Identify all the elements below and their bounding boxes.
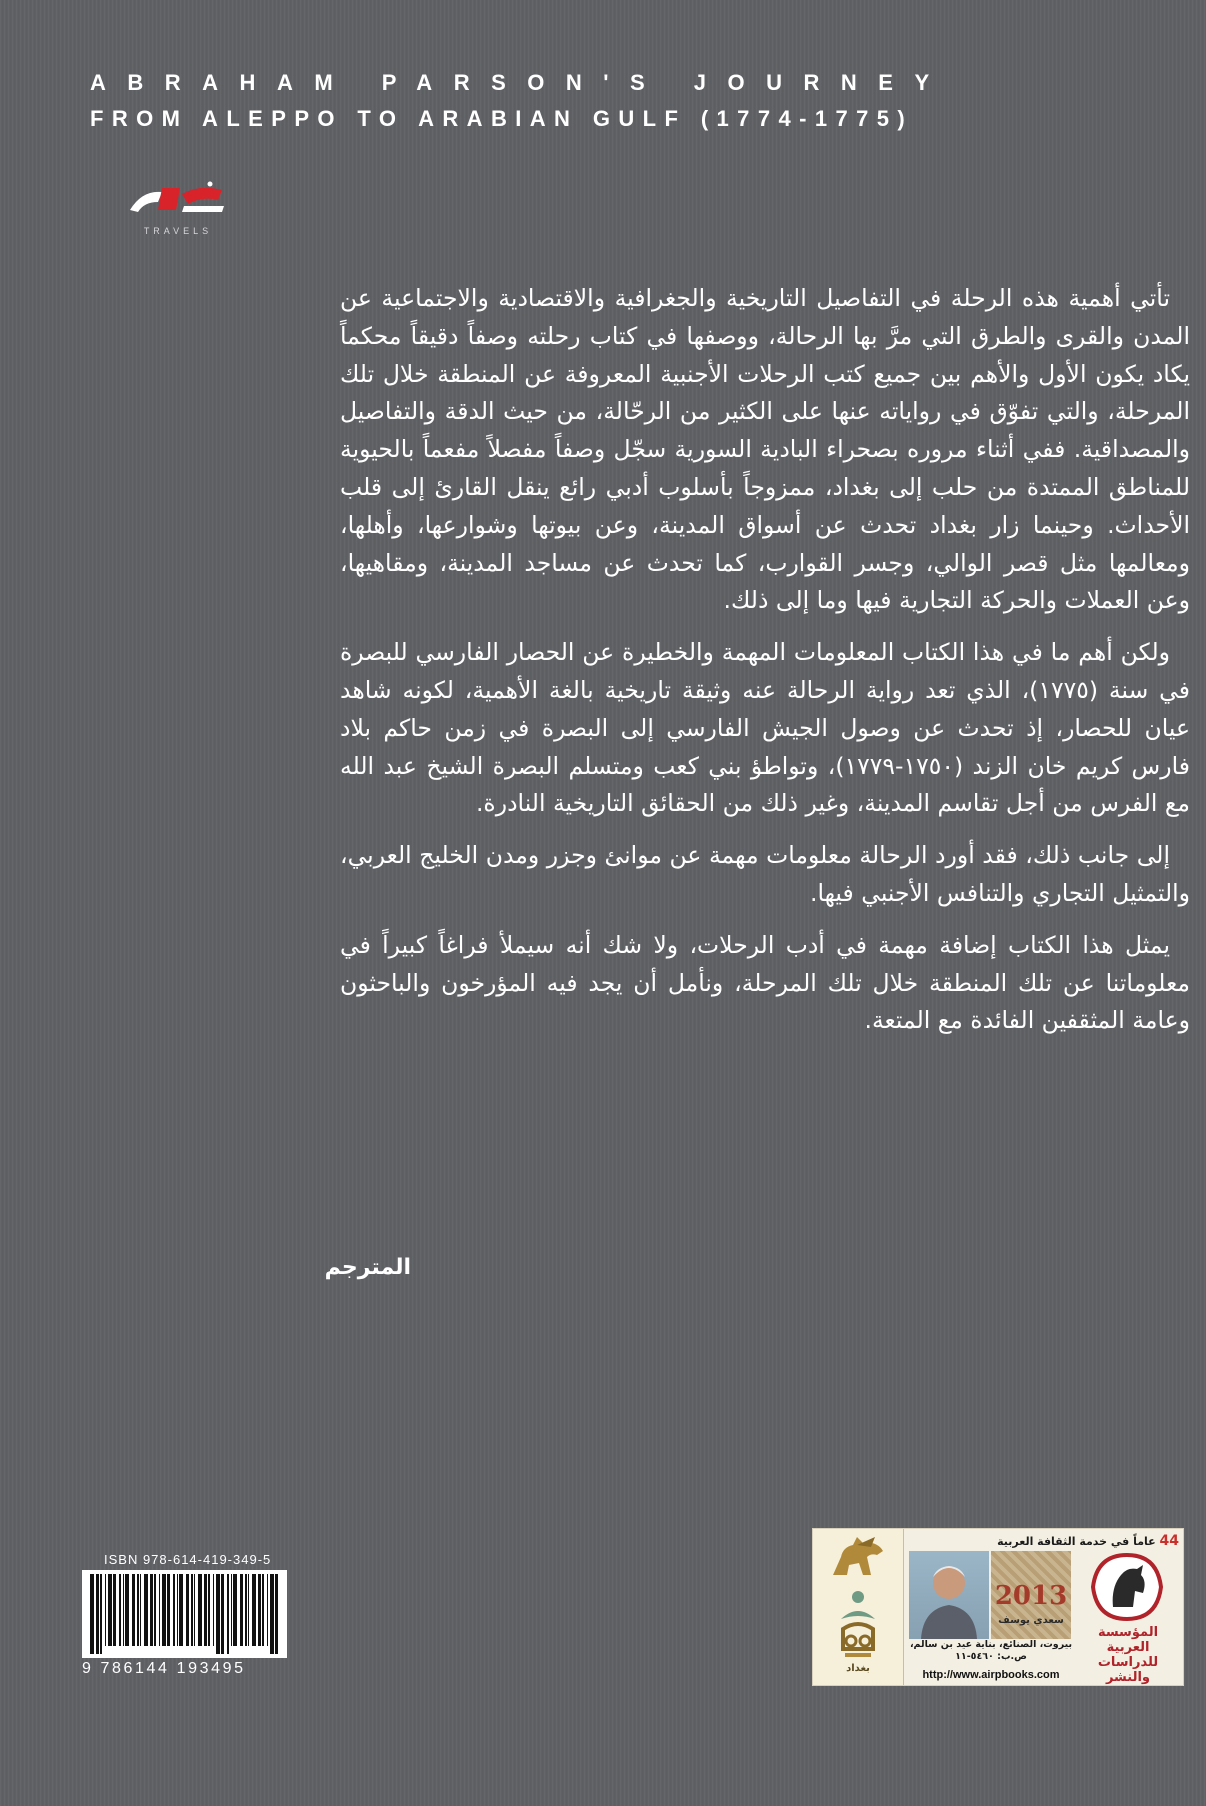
isbn-barcode-block (82, 1552, 287, 1678)
publisher-address: بيروت، الصنائع، بناية عيد بن سالم، ص.ب: ٥٤٦٠-١١ (909, 1639, 1073, 1662)
translator-signature: المترجم (324, 1255, 411, 1280)
title-line-1: ABRAHAM PARSON'S JOURNEY (90, 70, 951, 95)
travels-series-logo (118, 180, 238, 240)
barcode-box (82, 1570, 287, 1658)
isbn-label: ISBN 978-614-419-349-5 (104, 1552, 272, 1567)
publisher-anniversary-line (909, 1533, 1179, 1549)
barcode-icon (90, 1574, 279, 1654)
blurb-paragraph: إلى جانب ذلك، فقد أورد الرحالة معلومات مهمة عن موانئ وجزر ومدن الخليج العربي، والتمثيل التجاري والتنافس الأجنبي فيها. (340, 841, 1190, 907)
baghdad-emblem-icon (835, 1589, 881, 1661)
blurb-text (340, 280, 1190, 1054)
blurb-paragraph: ولكن أهم ما في هذا الكتاب المعلومات المهمة والخطيرة عن الحصار الفارسي للبصرة في سنة (١٧٧٥)، الذي تعد رواية الرحالة عنه وثيقة تاريخية بالغة الأهمية، لكونه شاهد عيان للحصار، إذ تحدث عن وصول الجيش الفارسي إلى البصرة في زمن حاكم بلاد فارس كريم خان الزند (١٧٥٠-١٧٧٩)، وتواطؤ بني كعب ومتسلم البصرة الشيخ عبد الله مع الفرس من أجل تقاسم المدينة، وغير ذلك من الحقائق التاريخية النادرة. (340, 638, 1190, 818)
baghdad-label: بغداد (846, 1663, 870, 1674)
poster-name: سعدي يوسف (998, 1615, 1064, 1626)
publisher-website: http://www.airpbooks.com (922, 1669, 1060, 1681)
anniversary-text: عاماً في خدمة الثقافة العربية (997, 1535, 1156, 1548)
author-portrait (909, 1551, 989, 1639)
baghdad-capital-panel (813, 1529, 904, 1685)
blurb-paragraph: يمثل هذا الكتاب إضافة مهمة في أدب الرحلات، ولا شك أنه سيملأ فراغاً كبيراً في معلوماتنا عن تلك المنطقة خلال تلك المرحلة، ونأمل أن يجد فيه المؤرخون والباحثون وعامة المثقفين الفائدة مع المتعة. (340, 930, 1190, 1035)
travels-logo-label: TRAVELS (143, 226, 213, 236)
portrait-figure-icon (909, 1551, 989, 1639)
anniversary-years: 44 (1159, 1533, 1179, 1549)
publisher-badge (812, 1528, 1184, 1686)
winged-lion-icon (827, 1535, 889, 1585)
travels-logo-icon (122, 180, 232, 218)
publisher-name: المؤسسة العربية للدراسات والنشر (1097, 1625, 1159, 1685)
blurb-paragraph: تأتي أهمية هذه الرحلة في التفاصيل التاريخية والجغرافية والاقتصادية والاجتماعية عن المدن والقرى والطرق التي مرَّ بها الرحالة، ووصفها في كتاب رحلته وصفاً دقيقاً محكماً يكاد يكون الأول والأهم بين جميع كتب الرحلات الأجنبية المعروفة عن المنطقة خلال تلك المرحلة، والتي تفوّق في رواياته عنها على الكثير من الرحّالة، من حيث الدقة والتفاصيل والمصداقية. ففي أثناء مروره بصحراء البادية السورية سجّل وصفاً مفصلاً مفعماً بالحيوية للمناطق الممتدة من حلب إلى بغداد، ممزوجاً بأسلوب أدبي رائع ينقل القارئ إلى قلب الأحداث. وحينما زار بغداد تحدث عن أسواق المدينة، وعن بيوتها وشوارعها، وأهلها، ومعالمها مثل قصر الوالي، وجسر القوارب، كما تحدث عن مساجد المدينة، ومقاهيها، وعن العملات والحركة التجارية فيها وما إلى ذلك. (340, 284, 1190, 615)
poster-year: 2013 (994, 1581, 1068, 1611)
anniversary-poster (991, 1551, 1071, 1639)
barcode-digits: 9 786144 193495 (82, 1660, 246, 1677)
publisher-horse-emblem-icon (1075, 1551, 1179, 1623)
title-line-2: FROM ALEPPO TO ARABIAN GULF (1774-1775) (90, 106, 914, 131)
